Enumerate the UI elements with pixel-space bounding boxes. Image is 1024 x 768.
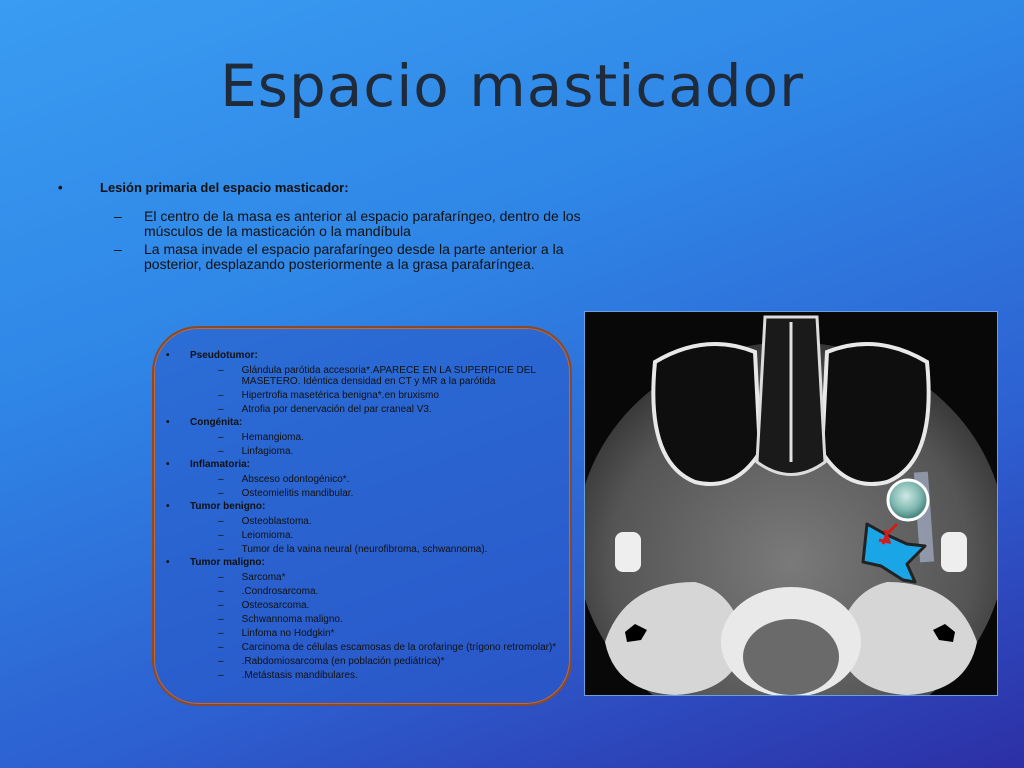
category-item <box>166 488 566 499</box>
dash-marker: – <box>218 614 224 625</box>
bullet-marker: • <box>166 501 170 512</box>
dash-marker: – <box>218 446 224 457</box>
category-item <box>166 516 566 527</box>
category-item-text: Hemangioma. <box>241 432 304 443</box>
dash-marker: – <box>218 544 224 555</box>
dash-marker: – <box>114 208 122 224</box>
dash-marker: – <box>218 656 224 667</box>
category-item-text: Schwannoma maligno. <box>241 614 343 625</box>
category-item-text: .Rabdomiosarcoma (en población pediátrica)* <box>241 656 445 667</box>
category-item-text: Osteoblastoma. <box>241 516 312 527</box>
dash-marker: – <box>218 530 224 541</box>
category-heading <box>166 557 566 569</box>
category-heading <box>166 501 566 513</box>
dash-marker: – <box>218 516 224 527</box>
category-item <box>166 365 566 387</box>
bullet-marker: • <box>166 459 170 470</box>
category-item <box>166 600 566 611</box>
bullet-marker: • <box>58 180 63 195</box>
category-item-text: Osteosarcoma. <box>241 600 310 611</box>
category-item-text: Linfoma no Hodgkin* <box>241 628 335 639</box>
dash-marker: – <box>218 474 224 485</box>
bullet-marker: • <box>166 350 170 361</box>
category-label: Congénita: <box>190 417 243 428</box>
differential-box <box>152 326 572 706</box>
dash-marker: – <box>218 404 224 415</box>
sub-item-text: El centro de la masa es anterior al espacio parafaríngeo, dentro de los músculos de la masticación o la mandíbula <box>144 208 581 239</box>
slide-title: Espacio masticador <box>220 52 804 120</box>
category-item-text: .Condrosarcoma. <box>241 586 319 597</box>
dash-marker: – <box>218 600 224 611</box>
main-bullet <box>58 180 588 195</box>
dash-marker: – <box>218 670 224 681</box>
category-heading <box>166 459 566 471</box>
dash-marker: – <box>218 586 224 597</box>
category-label: Tumor maligno: <box>190 557 265 568</box>
category-label: Tumor benigno: <box>190 501 266 512</box>
category-item <box>166 670 566 681</box>
category-item-text: Atrofia por denervación del par craneal V3. <box>241 404 432 415</box>
category-item-text: Hipertrofia masetérica benigna*.en bruxismo <box>241 390 439 401</box>
category-item <box>166 544 566 555</box>
category-item <box>166 432 566 443</box>
category-item <box>166 530 566 541</box>
dash-marker: – <box>218 365 224 376</box>
category-heading <box>166 350 566 362</box>
category-item-text: Glándula parótida accesoria*.APARECE EN LA SUPERFICIE DEL MASETERO. Idéntica densidad en CT y MR a la parótida <box>241 365 536 387</box>
category-item-text: Linfagioma. <box>241 446 294 457</box>
category-item <box>166 614 566 625</box>
category-item <box>166 390 566 401</box>
category-item-text: Tumor de la vaina neural (neurofibroma, schwannoma). <box>241 544 488 555</box>
category-item <box>166 404 566 415</box>
dash-marker: – <box>218 488 224 499</box>
main-bullet-list <box>58 180 588 275</box>
category-item <box>166 474 566 485</box>
category-item-text: Osteomielitis mandibular. <box>241 488 354 499</box>
main-bullet-text: Lesión primaria del espacio masticador: <box>100 180 349 195</box>
bullet-marker: • <box>166 417 170 428</box>
category-item-text: Carcinoma de células escamosas de la orofaringe (trígono retromolar)* <box>241 642 557 653</box>
category-item <box>166 446 566 457</box>
ct-image <box>584 311 998 696</box>
category-item <box>166 572 566 583</box>
differential-list <box>166 348 566 681</box>
category-label: Inflamatoria: <box>190 459 251 470</box>
category-label: Pseudotumor: <box>190 350 258 361</box>
category-item <box>166 586 566 597</box>
sub-item <box>58 209 588 239</box>
dash-marker: – <box>218 628 224 639</box>
main-sub-list <box>58 209 588 272</box>
category-heading <box>166 417 566 429</box>
category-item <box>166 642 566 653</box>
ct-scan-illustration <box>585 312 997 695</box>
dash-marker: – <box>218 642 224 653</box>
category-item-text: .Metástasis mandibulares. <box>241 670 358 681</box>
category-item-text: Leiomioma. <box>241 530 294 541</box>
category-item-text: Absceso odontogénico*. <box>241 474 350 485</box>
dash-marker: – <box>218 390 224 401</box>
dash-marker: – <box>114 241 122 257</box>
category-item-text: Sarcoma* <box>241 572 286 583</box>
bullet-marker: • <box>166 557 170 568</box>
category-item <box>166 628 566 639</box>
dash-marker: – <box>218 572 224 583</box>
sub-item-text: La masa invade el espacio parafaríngeo desde la parte anterior a la posterior, desplazando posteriormente a la grasa parafaríngea. <box>144 241 564 272</box>
sub-item <box>58 242 588 272</box>
dash-marker: – <box>218 432 224 443</box>
category-item <box>166 656 566 667</box>
